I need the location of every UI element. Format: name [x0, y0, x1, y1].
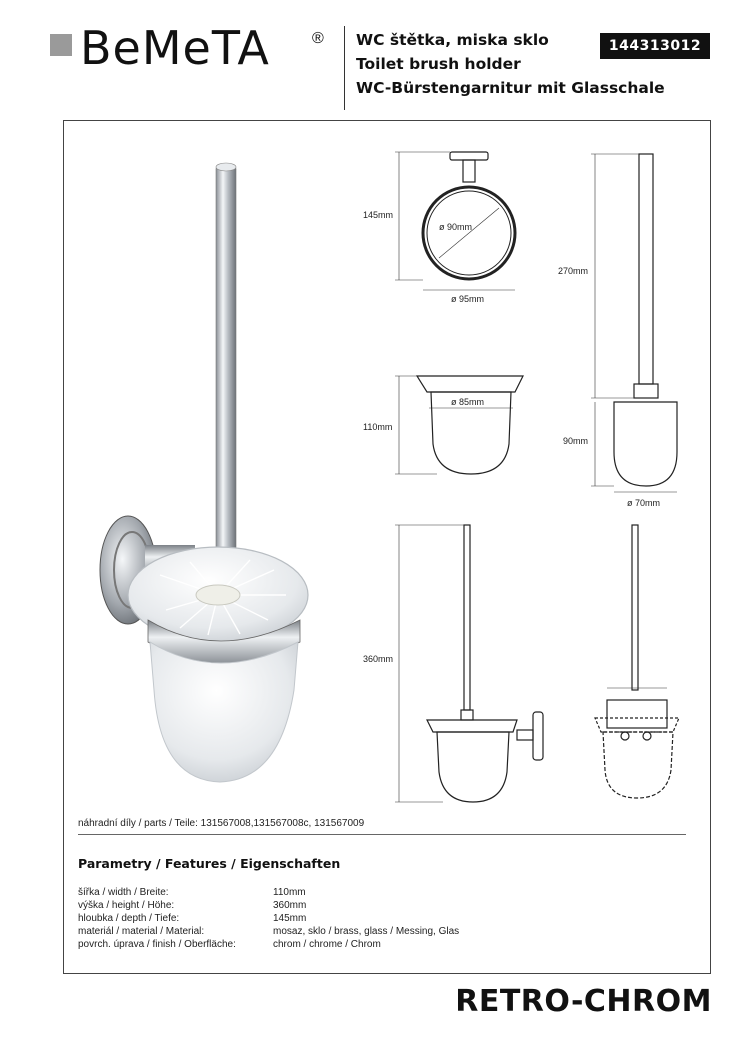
logo-square-mark [50, 34, 72, 56]
technical-drawing [355, 140, 705, 810]
product-code-badge: 144313012 [600, 33, 710, 59]
title-czech: WC štětka, miska sklo [356, 31, 549, 49]
product-photo [90, 150, 330, 790]
dim-bowl-height: 110mm [363, 422, 393, 432]
dim-top-height: 145mm [363, 210, 394, 220]
spec-value: 110mm [273, 887, 306, 898]
spare-parts-line: náhradní díly / parts / Teile: 131567008,131567008c, 131567009 [78, 818, 365, 829]
dim-brush-head-height: 90mm [563, 436, 589, 446]
features-heading: Parametry / Features / Eigenschaften [78, 856, 341, 871]
dim-bowl-diameter: ø 85mm [451, 397, 485, 407]
spec-label: výška / height / Höhe: [78, 900, 175, 911]
spec-value: 360mm [273, 900, 307, 911]
brand-logo [50, 21, 332, 78]
dim-inner-diameter: ø 90mm [439, 222, 473, 232]
series-name: RETRO-CHROM [455, 984, 712, 1019]
section-divider [78, 834, 686, 835]
spec-value: 145mm [273, 913, 307, 924]
spec-label: povrch. úprava / finish / Oberfläche: [78, 939, 236, 950]
header-divider [344, 26, 345, 110]
dim-brush-head-diameter: ø 70mm [627, 498, 661, 508]
dim-outer-diameter: ø 95mm [451, 294, 485, 304]
title-english: Toilet brush holder [356, 55, 521, 73]
logo-text: BeMeTA [80, 21, 270, 75]
dim-handle-length: 270mm [558, 266, 589, 276]
spec-label: hloubka / depth / Tiefe: [78, 913, 180, 924]
spec-value: mosaz, sklo / brass, glass / Messing, Glas [273, 926, 460, 937]
spec-label: materiál / material / Material: [78, 926, 205, 937]
spec-value: chrom / chrome / Chrom [273, 939, 381, 950]
spec-label: šířka / width / Breite: [78, 887, 169, 898]
title-german: WC-Bürstengarnitur mit Glasschale [356, 79, 665, 97]
registered-mark: ® [312, 30, 324, 47]
dim-total-height: 360mm [363, 654, 394, 664]
